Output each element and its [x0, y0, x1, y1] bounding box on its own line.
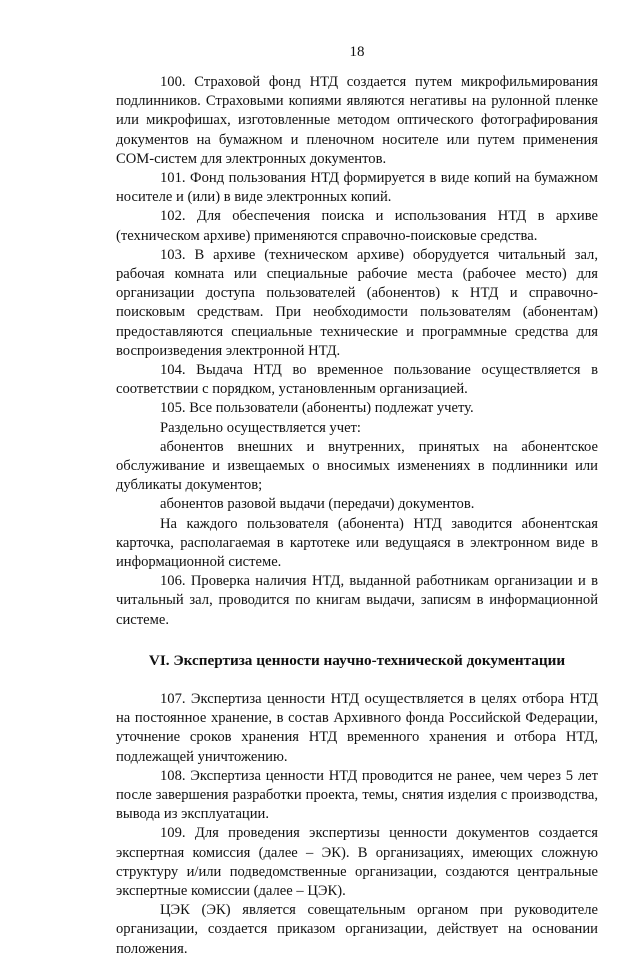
paragraph-105: 105. Все пользователи (абоненты) подлежат учету. [160, 400, 474, 417]
paragraph-cek-status: ЦЭК (ЭК) является совещательным органом при руководителе организации, создается приказом организации, действует на основании положения. [116, 902, 598, 957]
paragraph-subscriber-card: На каждого пользователя (абонента) НТД заводится абонентская карточка, располагаемая в картотеке или ведущаяся в электронном виде в информационной системе. [116, 515, 598, 571]
paragraph-101: 101. Фонд пользования НТД формируется в виде копий на бумажном носителе и (или) в виде электронных копий. [116, 170, 598, 206]
paragraph-109: 109. Для проведения экспертизы ценности документов создается экспертная комиссия (далее – ЭК). В организациях, имеющих сложную структуру и/или подведомственные организации, создаются центральные экспертные комиссии (далее – ЦЭК). [116, 825, 598, 899]
paragraph-103: 103. В архиве (техническом архиве) оборудуется читальный зал, рабочая комната или специальные рабочие места (рабочее место) для организации доступа пользователей (абонентов) к НТД и справочно-поисковым средствам. При необходимости пользователям (абонентам) предоставляются специальные технические и программные средства для воспроизведения электронной НТД. [116, 246, 598, 359]
paragraph-106: 106. Проверка наличия НТД, выданной работникам организации и в читальный зал, проводится по книгам выдачи, записям в информационной системе. [116, 573, 598, 628]
paragraph-107: 107. Экспертиза ценности НТД осуществляется в целях отбора НТД на постоянное хранение, в состав Архивного фонда Российской Федерации, уточнение сроков хранения НТД временного хранения и отбора НТД, подлежащей уничтожению. [116, 690, 598, 765]
paragraph-102: 102. Для обеспечения поиска и использования НТД в архиве (техническом архиве) применяются справочно-поисковые средства. [116, 208, 598, 244]
paragraph-accounting-intro: Раздельно осуществляется учет: [160, 419, 361, 436]
paragraph-subscribers-single: абонентов разовой выдачи (передачи) документов. [160, 496, 475, 513]
paragraph-100: 100. Страховой фонд НТД создается путем микрофильмирования подлинников. Страховыми копиями являются негативы на рулонной пленке или микрофишах, изготовленные методом оптического фотографирования документов на бумажном и пленочном носителе или путем применения COM-систем для электронных документов. [116, 74, 598, 167]
page-number: 18 [349, 44, 365, 60]
paragraph-subscribers-external: абонентов внешних и внутренних, принятых на абонентское обслуживание и извещаемых о вносимых изменениях в подлинники или дубликаты документов; [116, 438, 598, 494]
paragraph-108: 108. Экспертиза ценности НТД проводится не ранее, чем через 5 лет после завершения разработки проекта, темы, снятия изделия с производства, вывода из эксплуатации. [116, 767, 598, 823]
section-heading: VI. Экспертиза ценности научно-технической документации [148, 651, 566, 669]
paragraph-104: 104. Выдача НТД во временное пользование осуществляется в соответствии с порядком, установленным организацией. [116, 362, 598, 398]
